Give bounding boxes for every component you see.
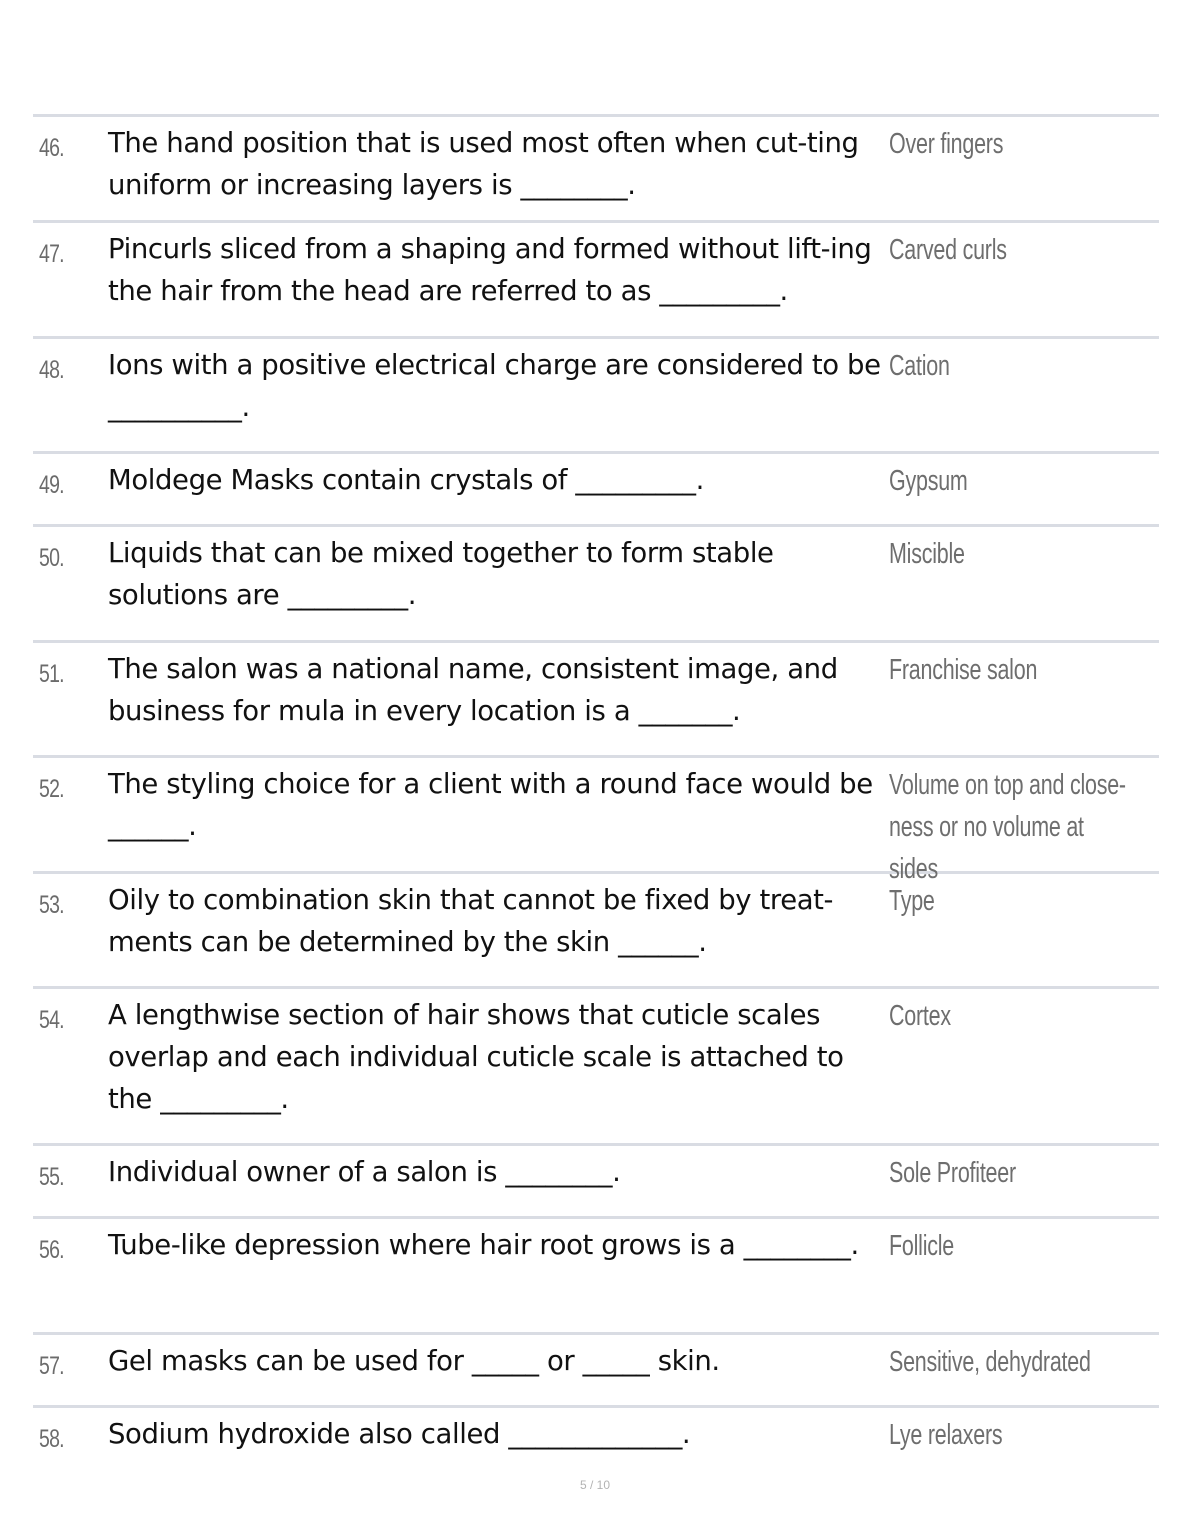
answer-text: Sensitive, dehydrated	[889, 1346, 1091, 1378]
question-number: 56.	[39, 1236, 64, 1264]
answer-text: Miscible	[889, 538, 965, 570]
question-text: Gel masks can be used for _____ or _____ skin.	[108, 1345, 720, 1377]
question-text: Oily to combination skin that cannot be fixed by treat-ments can be determined by the skin ______.	[108, 884, 834, 958]
answer-text: Over fingers	[889, 128, 1004, 160]
question-text: Pincurls sliced from a shaping and formed without lift-ing the hair from the head are referred to as _________.	[108, 233, 872, 307]
list-item	[33, 339, 1159, 454]
question-number: 49.	[39, 471, 64, 499]
question-number: 54.	[39, 1006, 64, 1034]
question-number: 58.	[39, 1425, 64, 1453]
question-text: A lengthwise section of hair shows that cuticle scales overlap and each individual cuticle scale is attached to the _________.	[108, 999, 844, 1115]
question-text: Individual owner of a salon is ________.	[108, 1156, 621, 1188]
answer-text: Gypsum	[889, 465, 968, 497]
answer-text: Type	[889, 885, 935, 917]
answer-text: Lye relaxers	[889, 1419, 1003, 1451]
list-item	[33, 643, 1159, 758]
question-number: 46.	[39, 134, 64, 162]
answer-text: Carved curls	[889, 234, 1007, 266]
question-number: 50.	[39, 544, 64, 572]
question-number: 48.	[39, 356, 64, 384]
list-item	[33, 874, 1159, 989]
answer-text: Sole Profiteer	[889, 1157, 1016, 1189]
answer-text: Franchise salon	[889, 654, 1038, 686]
list-item	[33, 223, 1159, 339]
question-text: Liquids that can be mixed together to form stable solutions are _________.	[108, 537, 774, 611]
answer-text: Cortex	[889, 1000, 951, 1032]
answer-text: Cation	[889, 350, 950, 382]
list-item	[33, 1408, 1159, 1472]
list-item	[33, 527, 1159, 643]
question-text: The styling choice for a client with a round face would be ______.	[108, 768, 873, 842]
question-number: 55.	[39, 1163, 64, 1191]
question-list	[33, 114, 1159, 1472]
question-text: Sodium hydroxide also called _____________.	[108, 1418, 691, 1450]
question-number: 57.	[39, 1352, 64, 1380]
list-item	[33, 1146, 1159, 1219]
list-item	[33, 454, 1159, 527]
question-text: Moldege Masks contain crystals of _________.	[108, 464, 704, 496]
list-item	[33, 758, 1159, 885]
list-item	[33, 1219, 1159, 1335]
question-text: Ions with a positive electrical charge are considered to be __________.	[108, 349, 881, 423]
question-text: Tube-like depression where hair root grows is a ________.	[108, 1229, 859, 1261]
list-item	[33, 989, 1159, 1146]
question-number: 53.	[39, 891, 64, 919]
question-text: The hand position that is used most often when cut-ting uniform or increasing layers is ________.	[108, 127, 859, 201]
question-number: 51.	[39, 660, 64, 688]
answer-text: Volume on top and close-ness or no volume at sides	[889, 769, 1126, 885]
question-text: The salon was a national name, consistent image, and business for mula in every location is a _______.	[108, 653, 838, 727]
list-item	[33, 1335, 1159, 1408]
answer-text: Follicle	[889, 1230, 955, 1262]
page-number: 5 / 10	[579, 1478, 611, 1492]
list-item	[33, 117, 1159, 223]
question-number: 47.	[39, 240, 64, 268]
question-number: 52.	[39, 775, 64, 803]
